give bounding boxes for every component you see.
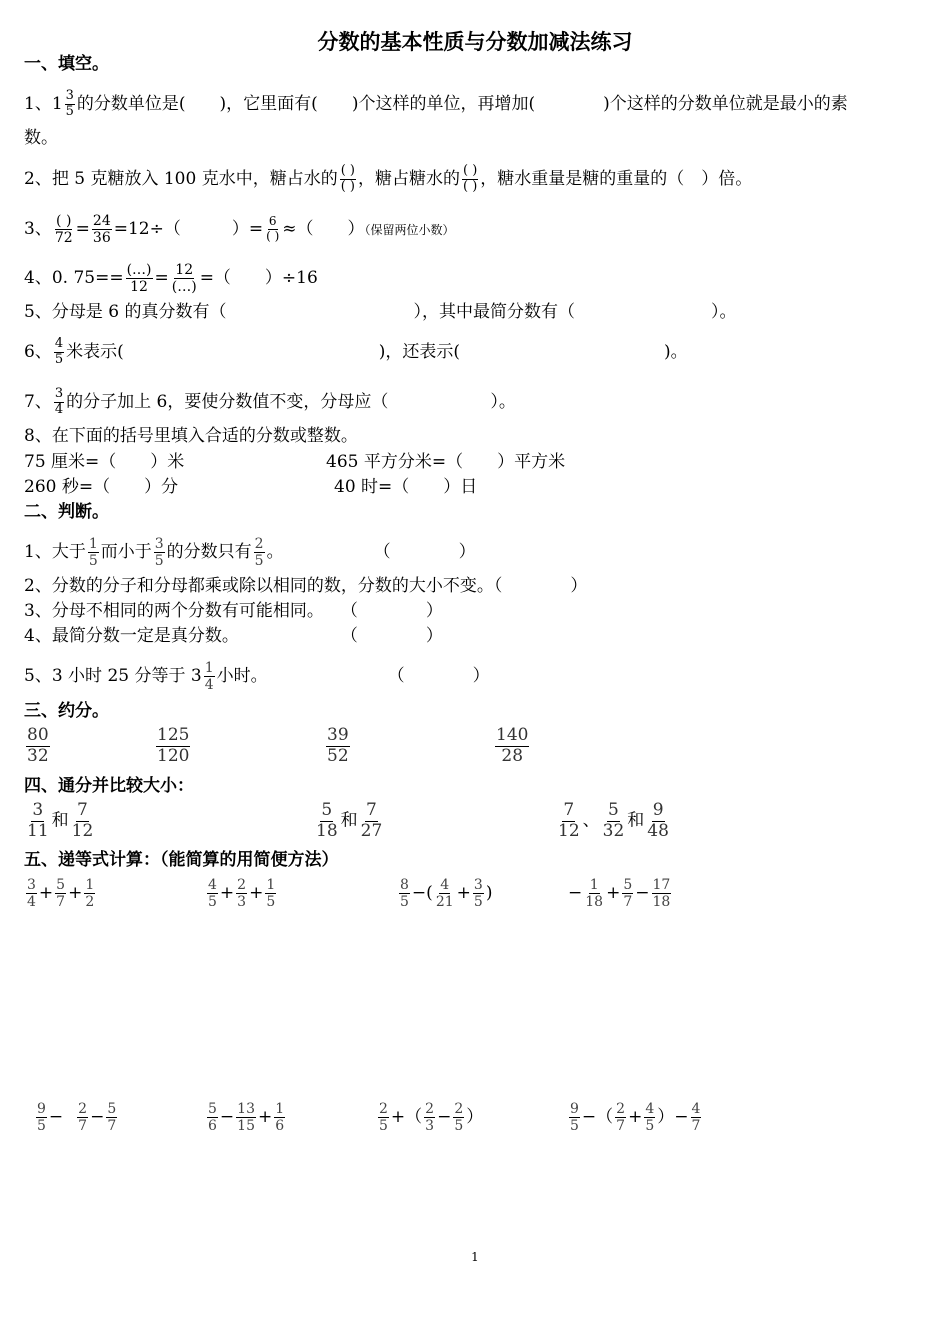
- compare-item-b: $\frac{5}{18}$ 和 $\frac{7}{27}$: [316, 800, 383, 841]
- calc-expr: − $\frac{1}{18}$ + $\frac{5}{7}$ − $\frac{17}{18}$: [568, 877, 671, 911]
- judge-q5: 5、3 小时 25 分等于 3 $\frac{1}{4}$ 小时。 （ ）: [24, 660, 490, 694]
- page-number: 1: [471, 1250, 479, 1264]
- section-reduce-heading: 三、约分。: [24, 701, 109, 721]
- fill-q6: 6、 $\frac{4}{5}$ 米表示( )，还表示( )。: [24, 336, 688, 367]
- fill-q8: 8、在下面的括号里填入合适的分数或整数。: [24, 426, 358, 446]
- fill-q8-c: 260 秒=（ ）分: [24, 477, 179, 497]
- fill-q1-cont: 数。: [24, 128, 58, 148]
- fill-q3: 3、 $\frac{( )}{72}$ = $\frac{24}{36}$ =12÷（ ）= $\frac{6}{( )}$ ≈（ ）（保留两位小数）: [24, 213, 455, 247]
- fill-q4: 4、0. 75== $\frac{(\dots)}{12}$ = $\frac{12}{(\dots)}$ =（ ）÷16: [24, 262, 318, 296]
- judge-q1: 1、大于 $\frac{1}{5}$ 而小于 $\frac{3}{5}$ 的分数只有 $\frac{2}{5}$ 。 （ ）: [24, 536, 476, 570]
- calc-expr: $\frac{9}{5}$ −（ $\frac{2}{7}$ + $\frac{4}{5}$ ）− $\frac{4}{7}$: [570, 1101, 701, 1135]
- calc-expr: $\frac{9}{5}$ − $\frac{2}{7}$ − $\frac{5}{7}$: [37, 1101, 117, 1135]
- reduce-item: $\frac{80}{32}$: [27, 725, 49, 766]
- calc-expr: $\frac{8}{5}$ −( $\frac{4}{21}$ + $\frac{3}{5}$ ): [400, 877, 493, 911]
- calc-expr: $\frac{2}{5}$ +（ $\frac{2}{3}$ − $\frac{2}{5}$ ）: [379, 1101, 484, 1135]
- section-judge-heading: 二、判断。: [24, 502, 109, 522]
- fill-q8-a: 75 厘米=（ ）米: [24, 452, 185, 472]
- calc-expr: $\frac{4}{5}$ + $\frac{2}{3}$ + $\frac{1}{5}$: [208, 877, 276, 911]
- reduce-item: $\frac{125}{120}$: [157, 725, 190, 766]
- section-compare-heading: 四、通分并比较大小：: [24, 776, 194, 796]
- judge-q4: 4、最简分数一定是真分数。 （ ）: [24, 626, 443, 646]
- fill-q8-b: 465 平方分米=（ ）平方米: [326, 452, 566, 472]
- fill-q8-d: 40 时=（ ）日: [334, 477, 478, 497]
- reduce-item: $\frac{140}{28}$: [496, 725, 529, 766]
- section-calc-heading: 五、递等式计算：（能简算的用简便方法）: [24, 850, 339, 870]
- reduce-item: $\frac{39}{52}$: [327, 725, 349, 766]
- fill-q1: 1、1 $\frac{3}{5}$ 的分数单位是( )，它里面有( )个这样的单位，再增加( )个这样的分数单位就是最小的素: [24, 88, 848, 119]
- calc-expr: $\frac{5}{6}$ − $\frac{13}{15}$ + $\frac{1}{6}$: [208, 1101, 285, 1135]
- page-title: 分数的基本性质与分数加减法练习: [317, 30, 633, 54]
- judge-q3: 3、分母不相同的两个分数有可能相同。 （ ）: [24, 601, 443, 621]
- section-fill-heading: 一、填空。: [24, 54, 109, 74]
- fill-q7: 7、 $\frac{3}{4}$ 的分子加上 6，要使分数值不变，分母应（ ）。: [24, 386, 516, 417]
- compare-item-a: $\frac{3}{11}$ 和 $\frac{7}{12}$: [27, 800, 94, 841]
- calc-expr: $\frac{3}{4}$ + $\frac{5}{7}$ + $\frac{1}{2}$: [27, 877, 95, 911]
- fill-q2: 2、把 5 克糖放入 100 克水中，糖占水的 $\frac{( )}{( )}$ ，糖占糖水的 $\frac{( )}{( )}$ ，糖水重量是糖的重量的（ ）倍。: [24, 163, 753, 194]
- judge-q2: 2、分数的分子和分母都乘或除以相同的数，分数的大小不变。（ ）: [24, 576, 588, 596]
- fill-q5: 5、分母是 6 的真分数有（ ），其中最简分数有（ ）。: [24, 302, 737, 322]
- compare-item-c: $\frac{7}{12}$ 、 $\frac{5}{32}$ 和 $\frac{9}{48}$: [558, 800, 669, 841]
